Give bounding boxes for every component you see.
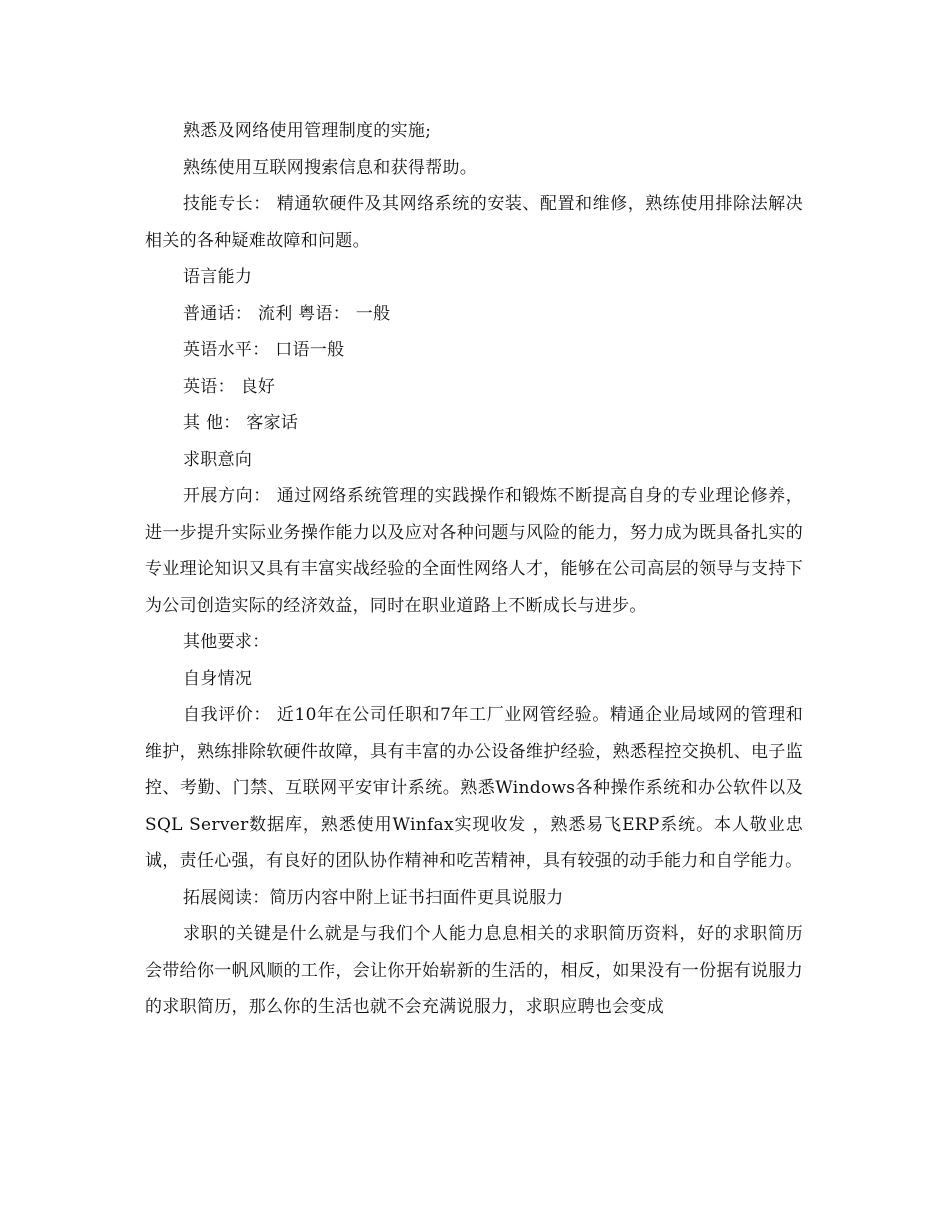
paragraph-self-evaluation: 自我评价： 近10年在公司任职和7年工厂业网管经验。精通企业局域网的管理和维护，熟练排除软硬件故障，具有丰富的办公设备维护经验，熟悉程控交换机、电子监控、考勤、门禁、互联网平安审计系统。熟悉Windows各种操作系统和办公软件以及SQL Server数据库，熟悉使用Winfax实现收发 ，熟悉易飞ERP系统。本人敬业忠诚，责任心强，有良好的团队协作精神和吃苦精神，具有较强的动手能力和自学能力。 [145, 705, 803, 871]
heading-personal-situation: 自身情况 [183, 668, 253, 689]
paragraph-other-language: 其 他： 客家话 [183, 413, 299, 433]
paragraph-skills: 技能专长： 精通软硬件及其网络系统的安装、配置和维修，熟练使用排除法解决相关的各种疑难故障和问题。 [145, 194, 803, 251]
paragraph-english-level: 英语水平： 口语一般 [183, 340, 345, 360]
paragraph-other-requirements: 其他要求： [183, 632, 270, 652]
document-body [145, 113, 803, 1026]
paragraph-network-policy: 熟悉及网络使用管理制度的实施; [183, 121, 432, 141]
heading-job-intention: 求职意向 [183, 449, 253, 470]
paragraph-mandarin-cantonese: 普通话： 流利 粤语： 一般 [183, 303, 391, 324]
paragraph-internet-search: 熟练使用互联网搜索信息和获得帮助。 [183, 157, 478, 178]
paragraph-job-key: 求职的关键是什么就是与我们个人能力息息相关的求职简历资料，好的求职简历会带给你一帆风顺的工作，会让你开始崭新的生活的，相反，如果没有一份据有说服力的求职简历，那么你的生活也就不会充满说服力，求职应聘也会变成 [145, 924, 803, 1017]
heading-language-ability: 语言能力 [183, 267, 253, 287]
paragraph-english: 英语： 良好 [183, 376, 276, 397]
paragraph-extended-reading: 拓展阅读：简历内容中附上证书扫面件更具说服力 [183, 887, 564, 908]
paragraph-development-direction: 开展方向： 通过网络系统管理的实践操作和锻炼不断提高自身的专业理论修养，进一步提升实际业务操作能力以及应对各种问题与风险的能力，努力成为既具备扎实的专业理论知识又具有丰富实战经验的全面性网络人才，能够在公司高层的领导与支持下为公司创造实际的经济效益，同时在职业道路上不断成长与进步。 [145, 486, 803, 616]
